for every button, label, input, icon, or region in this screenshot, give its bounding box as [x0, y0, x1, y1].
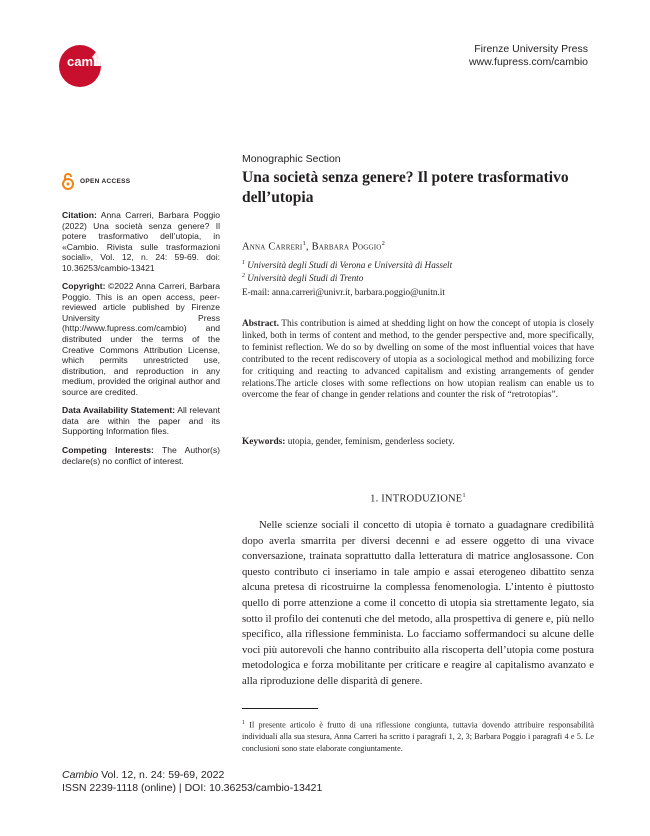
open-access-label: OPEN ACCESS	[80, 178, 131, 185]
copyright-block	[62, 281, 220, 398]
keywords-text: utopia, gender, feminism, genderless society.	[287, 437, 455, 447]
author-affiliation-marker: 1	[302, 240, 306, 247]
affiliation-1	[242, 260, 452, 270]
keywords	[242, 437, 594, 447]
data-availability-text: All relevant data are within the paper and its Supporting Information files.	[62, 405, 220, 437]
author-affiliation-marker: 2	[381, 240, 386, 247]
author-name: Barbara Poggio	[311, 241, 382, 253]
section-heading-text: 1. INTRODUZIONE	[370, 493, 463, 505]
affiliation-2	[242, 273, 363, 283]
copyright-text: ©2022 Anna Carreri, Barbara Poggio. This is an open access, peer-reviewed article published by Firenze University Press (http://www.fupress.com/cambio) and distributed under the terms of the Creative Commons Attribution License, which permits unrestricted use, distribution, and reproduction in any medium, provided the original author and source are credited.	[62, 281, 220, 397]
data-availability-label: Data Availability Statement:	[62, 405, 176, 415]
affiliation-marker: 2	[242, 273, 245, 279]
open-access-lock-icon	[62, 172, 74, 190]
logo-wordmark: cambio	[67, 54, 113, 69]
competing-interests-label: Competing Interests:	[62, 445, 154, 455]
footnote-marker: 1	[462, 492, 466, 499]
citation-text: Anna Carreri, Barbara Poggio (2022) Una società senza genere? Il potere trasformativo dell’utopia, in «Cambio. Rivista sulle trasformazioni sociali», Vol. 12, n. 24: 59-69. doi: 10.36253/cambio-13421	[62, 210, 220, 273]
authors-line	[242, 240, 385, 253]
affiliation-text: Università degli Studi di Verona e Università di Hasselt	[247, 260, 453, 271]
footnote-divider	[242, 708, 318, 709]
author-separator: ,	[305, 241, 312, 253]
abstract-text: This contribution is aimed at shedding light on how the concept of utopia is closely linked, both in terms of content and method, to the gender perspective and, more specifically, to feminist reflection. We do so by dwelling on some of the most influential voices that have contributed to the recent rediscovery of utopia as a sociological method and mobilizing force for critiquing and reacting to advanced capitalism and existing arrangements of gender relations.The article closes with some reflections on how utopian realism can enable us to overcome the fear of change in gender relations and counter the risk of “retrotopias”.	[242, 319, 595, 401]
author-emails: E-mail: anna.carreri@univr.it, barbara.poggio@unitn.it	[242, 287, 445, 297]
article-title: Una società senza genere? Il potere trasformativo dell’utopia	[242, 169, 569, 206]
copyright-label: Copyright:	[62, 281, 106, 291]
citation-label: Citation:	[62, 210, 97, 220]
affiliation-marker: 1	[242, 260, 245, 266]
section-heading	[242, 492, 594, 505]
footnote	[242, 718, 594, 755]
competing-interests-block	[62, 445, 220, 466]
abstract	[242, 319, 594, 402]
journal-name: Cambio	[62, 769, 99, 781]
footnote-number: 1	[242, 720, 245, 726]
footnote-text: Il presente articolo è frutto di una riflessione congiunta, tuttavia dovendo attribuire responsabilità individuali alla sua stesura, Anna Carreri ha scritto i paragrafi 1, 2, 3; Barbara Poggio i paragrafi 4 e 5. Le conclusioni sono state elaborate congiuntamente.	[242, 720, 594, 753]
competing-interests-text: The Author(s) declare(s) no conflict of interest.	[62, 445, 221, 466]
body-paragraph: Nelle scienze sociali il concetto di utopia è tornato a guadagnare credibilità dopo averla smarrita per diversi decenni e ad essere oggetto di una vivace conversazione, trainata soprattutto dalla letteratura di matrice anglosassone. Con questo contributo ci inseriamo in tale ampio e assai eterogeneo dibattito senza alcuna pretesa di ricostruirne la complessa fenomenologia. L’intento è piuttosto quello di porre attenzione a come il concetto di utopia sia strettamente legato, sia sotto il profilo dei contenuti che del metodo, alla prospettiva di genere e, più nello specifico, alla riflessione femminista. Lo facciamo soffermandoci su alcune delle voci più autorevoli che hanno contribuito alla riscoperta dell’utopia come postura metodologica e forza mobilitante per criticare e reagire al capitalismo avanzato e alla riproduzione delle disparità di genere.	[242, 519, 594, 687]
abstract-label: Abstract.	[242, 319, 279, 329]
section-label: Monographic Section	[242, 153, 341, 165]
publisher-name: Firenze University Press	[474, 43, 588, 55]
publisher-url[interactable]: www.fupress.com/cambio	[468, 56, 588, 68]
page-footer	[62, 769, 322, 794]
affiliation-text: Università degli Studi di Trento	[247, 273, 364, 284]
volume-info: Vol. 12, n. 24: 59-69, 2022	[101, 769, 225, 781]
citation-block	[62, 210, 220, 274]
author-name: Anna Carreri	[242, 241, 303, 253]
publisher-block	[469, 43, 588, 69]
journal-volume-line	[62, 769, 322, 782]
issn-doi-line: ISSN 2239-1118 (online) | DOI: 10.36253/cambio-13421	[62, 781, 323, 794]
keywords-label: Keywords:	[242, 437, 286, 447]
data-availability-block	[62, 405, 220, 437]
